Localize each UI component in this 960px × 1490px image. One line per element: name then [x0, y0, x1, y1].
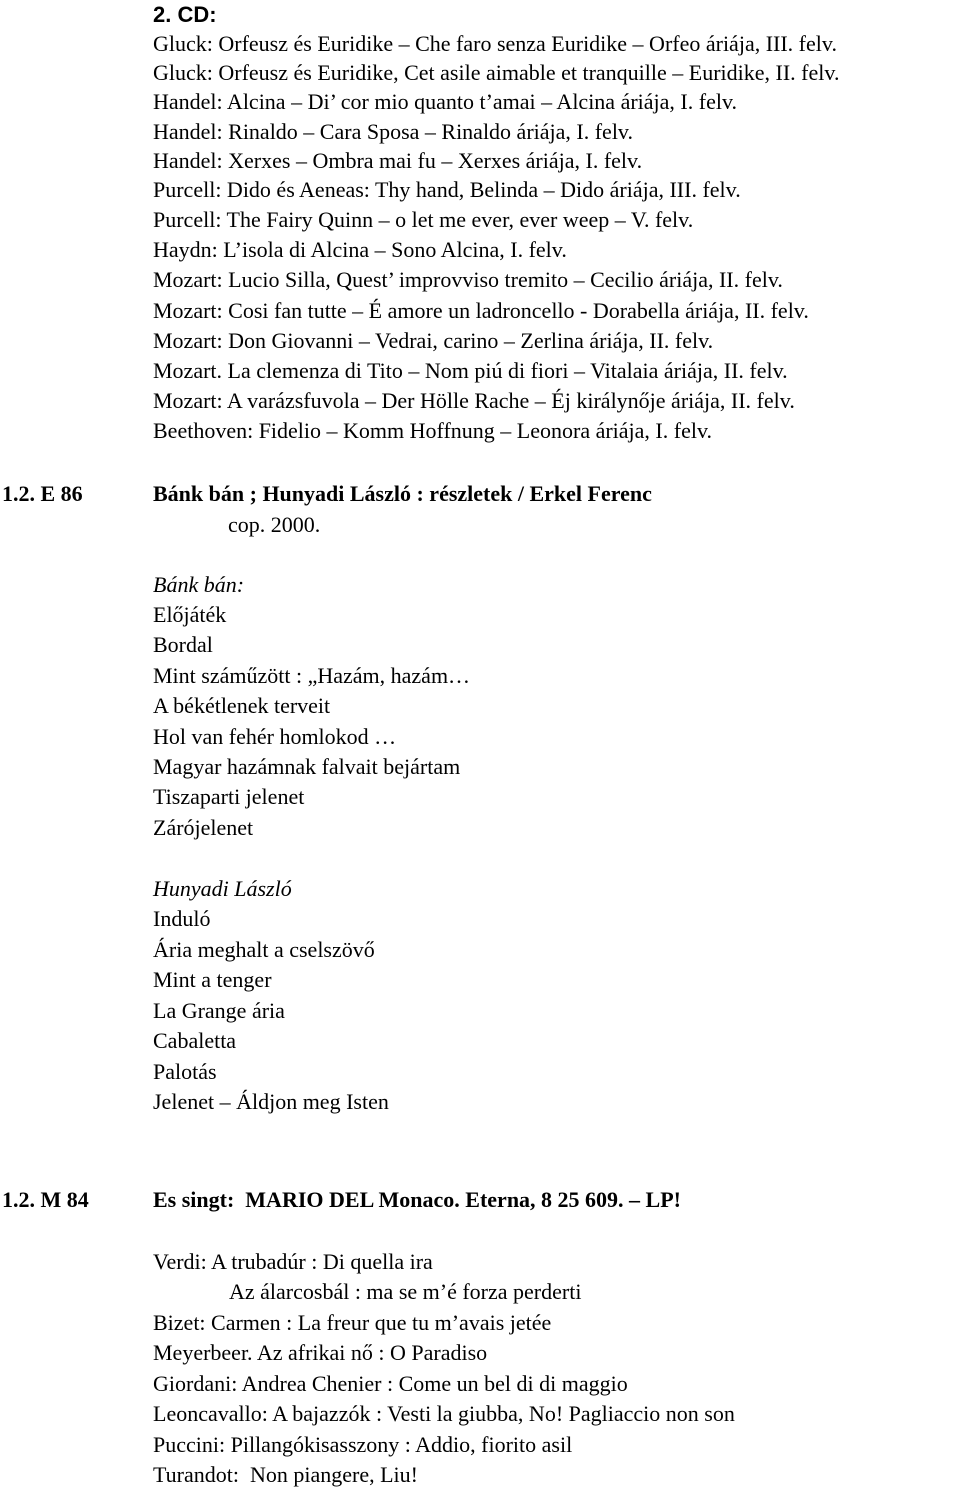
- entry-title: Es singt: MARIO DEL Monaco. Eterna, 8 25 609. – LP!: [153, 1187, 681, 1212]
- list-item: Induló: [153, 906, 211, 931]
- list-item: A békétlenek terveit: [153, 693, 331, 718]
- list-item: Előjáték: [153, 602, 227, 627]
- list-item: Beethoven: Fidelio – Komm Hoffnung – Leonora áriája, I. felv.: [153, 418, 713, 443]
- entry-code: 1.2. M 84: [2, 1187, 89, 1212]
- entry-title: Bánk bán ; Hunyadi László : részletek / Erkel Ferenc: [153, 481, 652, 506]
- list-item: Magyar hazámnak falvait bejártam: [153, 754, 461, 779]
- list-item: Purcell: The Fairy Quinn – o let me ever, ever weep – V. felv.: [153, 207, 694, 232]
- list-item: Mint a tenger: [153, 967, 272, 992]
- list-item: Mozart: A varázsfuvola – Der Hölle Rache – Éj királynője áriája, II. felv.: [153, 388, 795, 413]
- list-item: Palotás: [153, 1059, 217, 1084]
- list-item: Handel: Rinaldo – Cara Sposa – Rinaldo áriája, I. felv.: [153, 119, 634, 144]
- list-item: Handel: Xerxes – Ombra mai fu – Xerxes áriája, I. felv.: [153, 148, 643, 173]
- list-item: Giordani: Andrea Chenier : Come un bel di di maggio: [153, 1371, 628, 1396]
- list-item: Gluck: Orfeusz és Euridike – Che faro senza Euridike – Orfeo áriája, III. felv.: [153, 31, 837, 56]
- list-item: Verdi: A trubadúr : Di quella ira: [153, 1249, 433, 1274]
- list-item: Puccini: Pillangókisasszony : Addio, fiorito asil: [153, 1432, 573, 1457]
- list-item: Gluck: Orfeusz és Euridike, Cet asile aimable et tranquille – Euridike, II. felv.: [153, 60, 840, 85]
- list-item: Leoncavallo: A bajazzók : Vesti la giubba, No! Pagliaccio non son: [153, 1401, 735, 1426]
- list-item: Ária meghalt a cselszövő: [153, 937, 375, 962]
- list-item: Tiszaparti jelenet: [153, 784, 305, 809]
- list-item: Mozart: Lucio Silla, Quest’ improvviso tremito – Cecilio áriája, II. felv.: [153, 267, 783, 292]
- list-item: Mint száműzött : „Hazám, hazám…: [153, 663, 471, 688]
- list-item: Purcell: Dido és Aeneas: Thy hand, Belinda – Dido áriája, III. felv.: [153, 177, 741, 202]
- entry-date: cop. 2000.: [228, 512, 321, 537]
- list-item: Handel: Alcina – Di’ cor mio quanto t’amai – Alcina áriája, I. felv.: [153, 89, 738, 114]
- list-item: Az álarcosbál : ma se m’é forza perderti: [229, 1279, 582, 1304]
- list-item: Cabaletta: [153, 1028, 237, 1053]
- list-item: Bordal: [153, 632, 213, 657]
- list-item: La Grange ária: [153, 998, 285, 1023]
- list-item: Zárójelenet: [153, 815, 254, 840]
- entry-code: 1.2. E 86: [2, 481, 83, 506]
- list-item: Turandot: Non piangere, Liu!: [153, 1462, 418, 1487]
- section-title: Bánk bán:: [153, 572, 245, 597]
- list-item: Mozart. La clemenza di Tito – Nom piú di fiori – Vitalaia áriája, II. felv.: [153, 358, 788, 383]
- section-title: Hunyadi László: [153, 876, 292, 901]
- list-item: Meyerbeer. Az afrikai nő : O Paradiso: [153, 1340, 488, 1365]
- list-item: Mozart: Cosi fan tutte – É amore un ladroncello - Dorabella áriája, II. felv.: [153, 298, 809, 323]
- list-item: Haydn: L’isola di Alcina – Sono Alcina, I. felv.: [153, 237, 567, 262]
- cd-heading: 2. CD:: [153, 2, 217, 27]
- list-item: Bizet: Carmen : La freur que tu m’avais jetée: [153, 1310, 552, 1335]
- list-item: Jelenet – Áldjon meg Isten: [153, 1089, 389, 1114]
- list-item: Hol van fehér homlokod …: [153, 724, 397, 749]
- list-item: Mozart: Don Giovanni – Vedrai, carino – Zerlina áriája, II. felv.: [153, 328, 714, 353]
